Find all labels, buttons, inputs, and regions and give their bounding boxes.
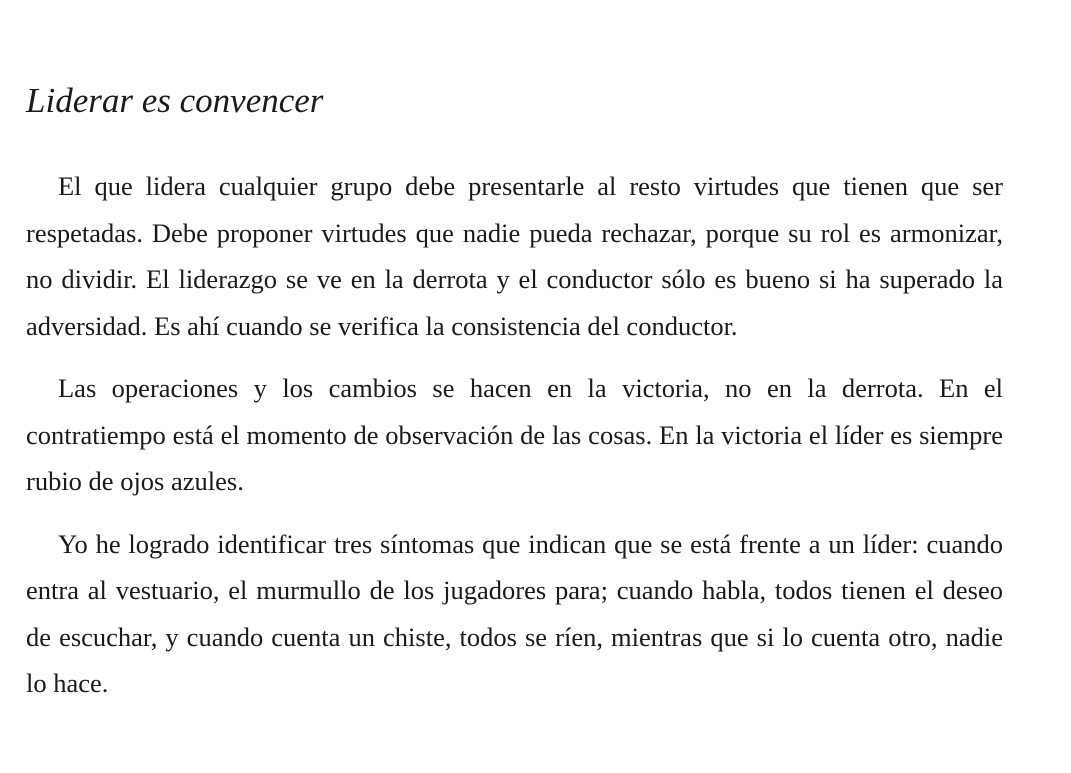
paragraph-1: El que lidera cualquier grupo debe presentarle al resto virtudes que tienen que ser respetadas. Debe proponer virtudes que nadie pueda rechazar, porque su rol es armonizar, no dividir. El liderazgo se ve en la derrota y el conductor sólo es bueno si ha superado la adversidad. Es ahí cuando se verifica la consistencia del conductor.: [26, 171, 1003, 341]
paragraph-2: Las operaciones y los cambios se hacen en la victoria, no en la derrota. En el contratiempo está el momento de observación de las cosas. En la victoria el líder es siempre rubio de ojos azules.: [26, 373, 1003, 496]
paragraph-3: Yo he logrado identificar tres síntomas que indican que se está frente a un líder: cuando entra al vestuario, el murmullo de los jugadores para; cuando habla, todos tienen el deseo de escuchar, y cuando cuenta un chiste, todos se ríen, mientras que si lo cuenta otro, nadie lo hace.: [26, 528, 1003, 698]
section-title: Liderar es convencer: [26, 81, 324, 120]
document-page: [26, 0, 1003, 707]
